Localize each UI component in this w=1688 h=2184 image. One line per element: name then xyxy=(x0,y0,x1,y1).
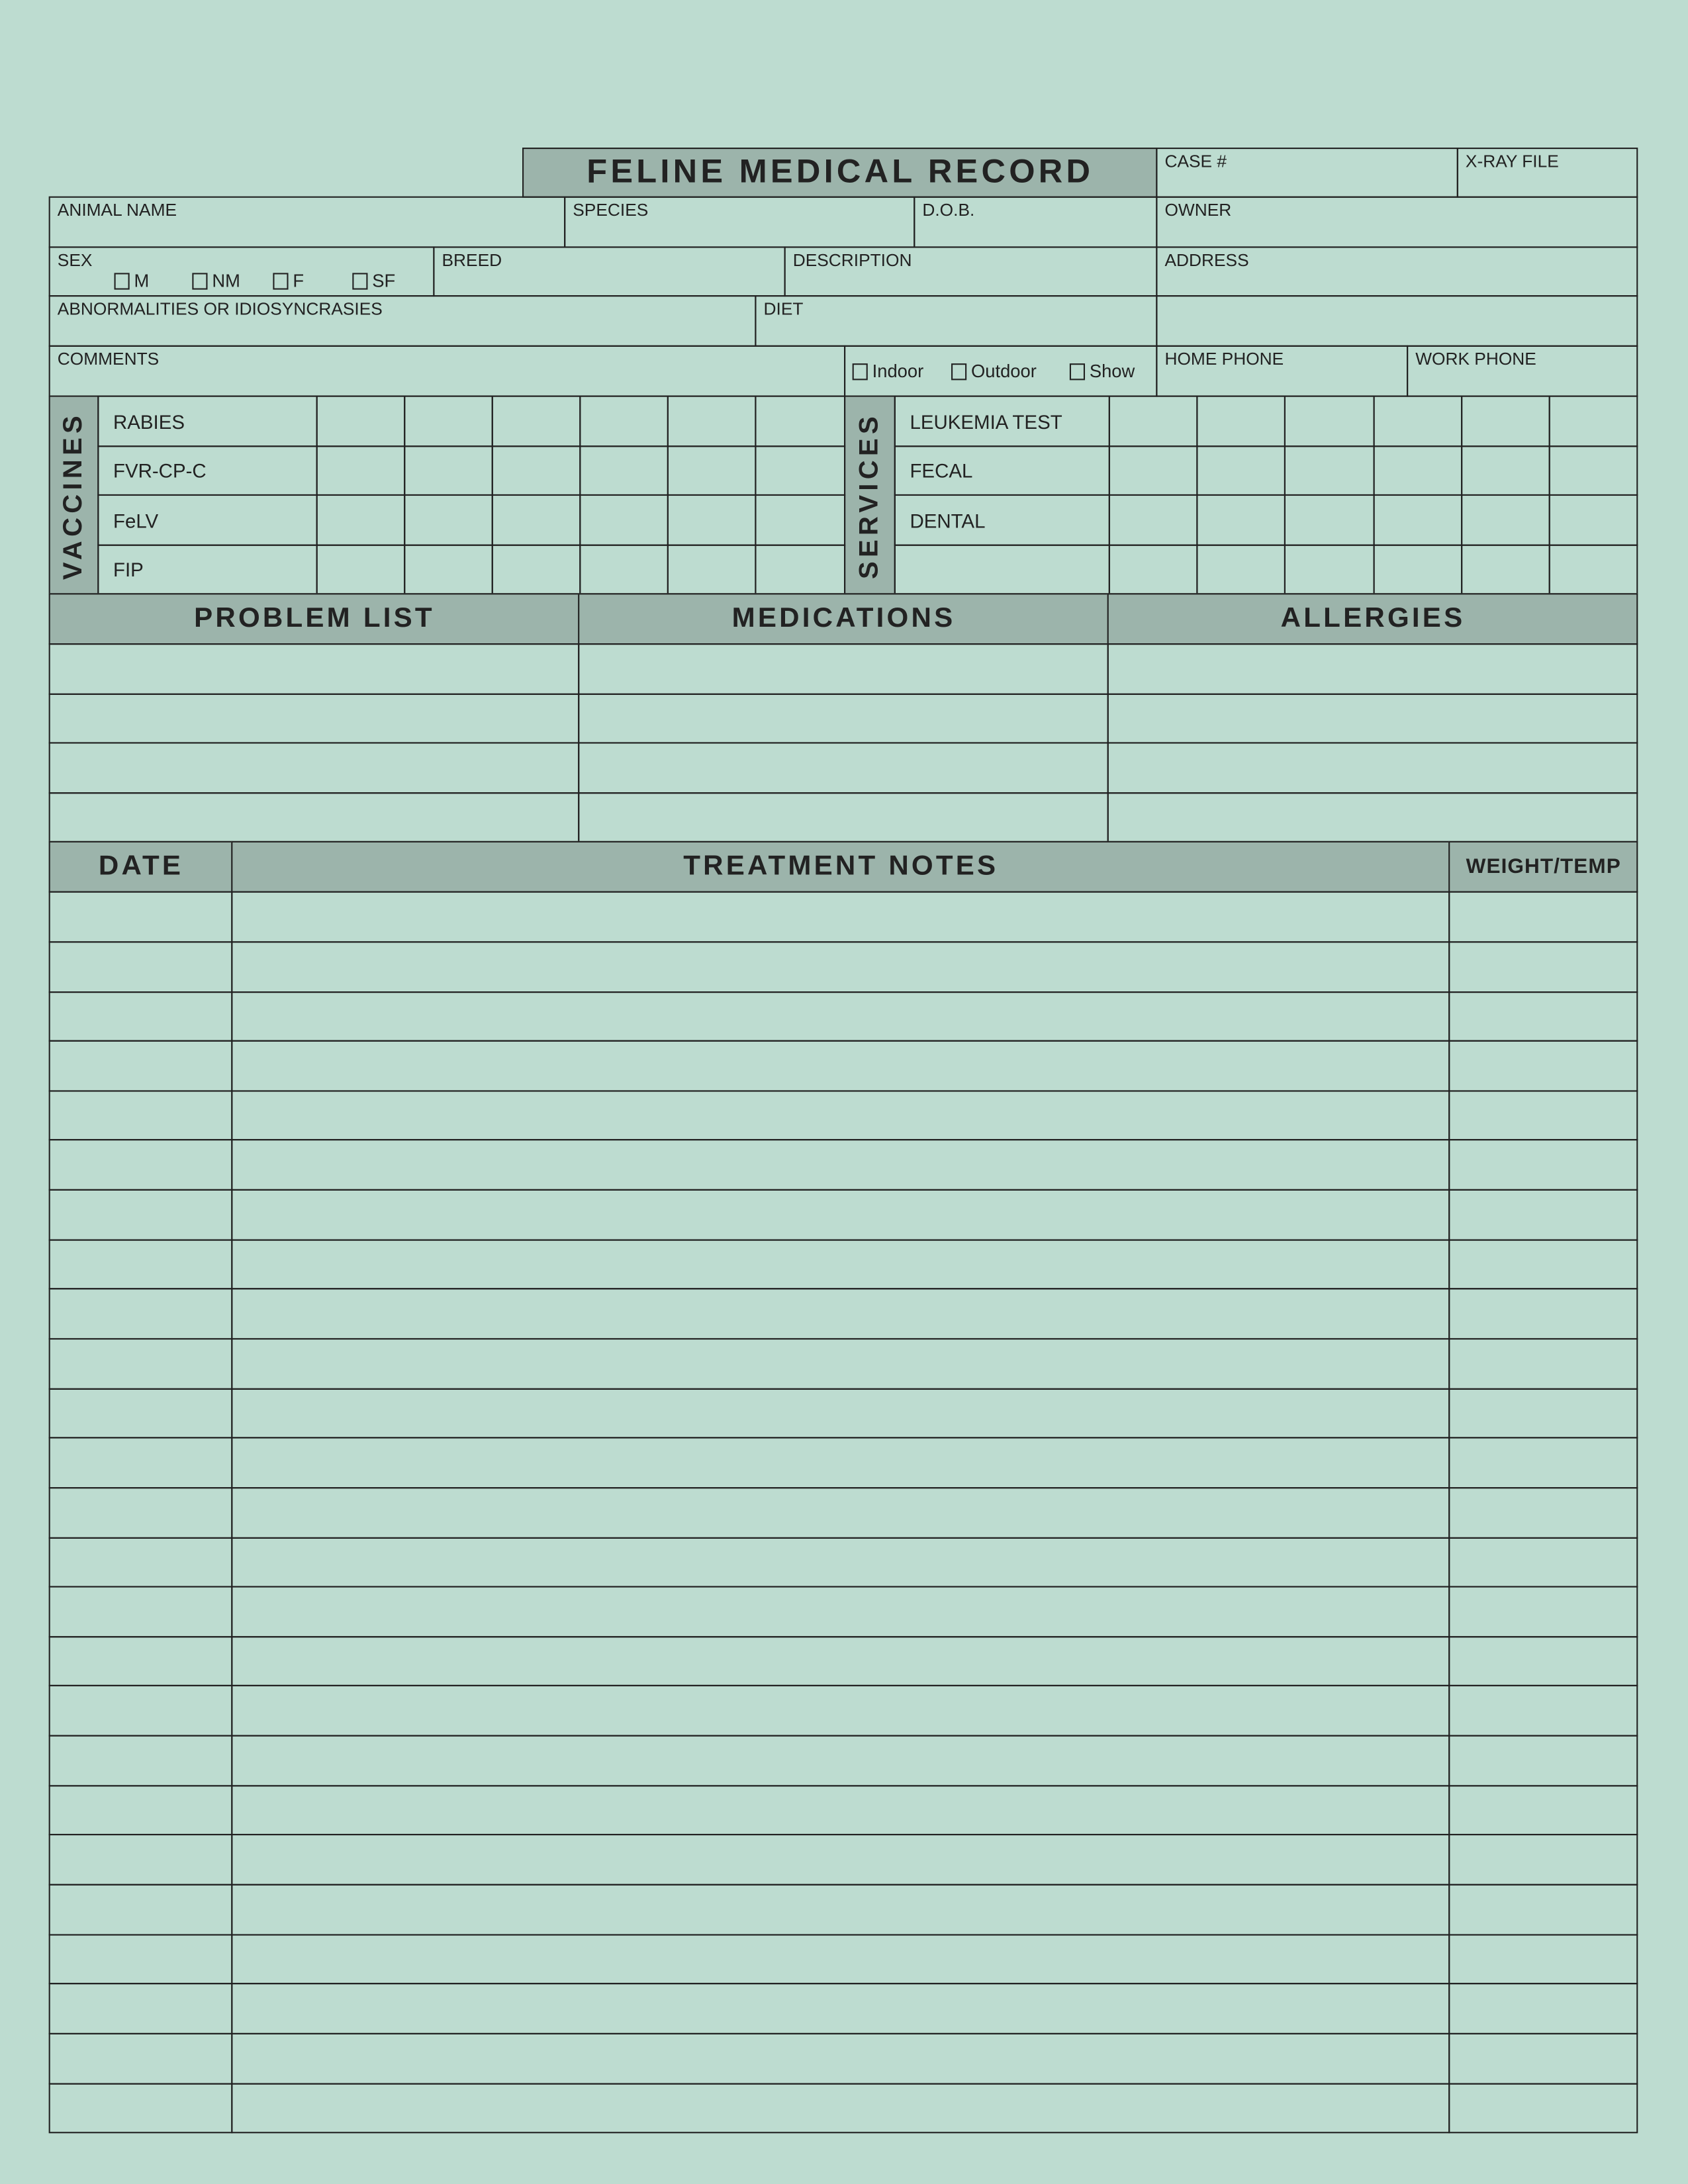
allergies-entry[interactable] xyxy=(1107,743,1638,794)
vaccine-date-cell[interactable] xyxy=(316,445,406,496)
date-entry[interactable] xyxy=(49,1586,233,1637)
medications-header xyxy=(579,594,1109,645)
vaccine-date-cell[interactable] xyxy=(580,396,669,447)
abnormalities-label: ABNORMALITIES OR IDIOSYNCRASIES xyxy=(57,299,383,320)
problem-list-entry[interactable] xyxy=(49,693,580,744)
sex-field xyxy=(49,247,435,297)
date-entry[interactable] xyxy=(49,1189,233,1240)
treatment-notes-entry[interactable] xyxy=(232,1437,1450,1488)
diet-label: DIET xyxy=(763,299,804,320)
treatment-notes-title: TREATMENT NOTES xyxy=(683,851,999,882)
animal-name-label: ANIMAL NAME xyxy=(57,201,177,220)
date-entry[interactable] xyxy=(49,1289,233,1340)
date-entry[interactable] xyxy=(49,1040,233,1091)
date-entry[interactable] xyxy=(49,2033,233,2084)
service-date-cell[interactable] xyxy=(1462,445,1551,496)
checkbox-icon[interactable] xyxy=(115,273,130,289)
weight-temp-entry[interactable] xyxy=(1449,1437,1638,1488)
treatment-notes-entry[interactable] xyxy=(232,1040,1450,1091)
abnormalities-field[interactable] xyxy=(49,296,757,347)
species-field[interactable] xyxy=(565,197,915,248)
vaccine-date-cell[interactable] xyxy=(755,494,846,545)
weight-temp-entry[interactable] xyxy=(1449,1983,1638,2034)
date-entry[interactable] xyxy=(49,1884,233,1935)
vaccine-date-cell[interactable] xyxy=(492,544,581,595)
treatment-notes-entry[interactable] xyxy=(232,1338,1450,1389)
treatment-notes-entry[interactable] xyxy=(232,891,1450,942)
environment-option-outdoor[interactable] xyxy=(952,361,1037,382)
service-date-cell[interactable] xyxy=(1462,494,1551,545)
service-date-cell[interactable] xyxy=(1284,396,1375,447)
treatment-notes-entry[interactable] xyxy=(232,1636,1450,1687)
treatment-notes-entry[interactable] xyxy=(232,1388,1450,1439)
treatment-notes-entry[interactable] xyxy=(232,1289,1450,1340)
breed-field[interactable] xyxy=(434,247,786,297)
service-date-cell[interactable] xyxy=(1197,396,1286,447)
dob-field[interactable] xyxy=(914,197,1158,248)
service-date-cell[interactable] xyxy=(1549,445,1638,496)
treatment-notes-entry[interactable] xyxy=(232,1239,1450,1290)
date-entry[interactable] xyxy=(49,891,233,942)
work-phone-label: WORK PHONE xyxy=(1415,349,1536,370)
vaccine-row-2 xyxy=(98,494,318,545)
service-name: FECAL xyxy=(910,459,973,482)
vaccine-date-cell[interactable] xyxy=(755,396,846,447)
treatment-notes-entry[interactable] xyxy=(232,2083,1450,2134)
diet-field[interactable] xyxy=(755,296,1158,347)
vaccines-section-label xyxy=(49,396,99,595)
case-number-field[interactable] xyxy=(1156,148,1459,199)
date-entry[interactable] xyxy=(49,1239,233,1290)
services-section-label xyxy=(845,396,896,595)
weight-temp-entry[interactable] xyxy=(1449,1189,1638,1240)
checkbox-icon[interactable] xyxy=(193,273,208,289)
owner-label: OWNER xyxy=(1164,201,1232,220)
weight-temp-entry[interactable] xyxy=(1449,991,1638,1042)
service-date-cell[interactable] xyxy=(1284,445,1375,496)
vaccine-date-cell[interactable] xyxy=(404,445,494,496)
service-date-cell[interactable] xyxy=(1109,544,1198,595)
form-title: FELINE MEDICAL RECORD xyxy=(586,153,1094,191)
checkbox-icon[interactable] xyxy=(952,363,967,380)
problem-list-entry[interactable] xyxy=(49,743,580,794)
environment-option-label: Indoor xyxy=(872,361,924,383)
treatment-notes-entry[interactable] xyxy=(232,1586,1450,1637)
checkbox-icon[interactable] xyxy=(273,273,289,289)
species-label: SPECIES xyxy=(573,201,649,220)
treatment-notes-entry[interactable] xyxy=(232,991,1450,1042)
vaccine-date-cell[interactable] xyxy=(492,396,581,447)
home-phone-field[interactable] xyxy=(1156,345,1409,397)
comments-field[interactable] xyxy=(49,345,845,397)
weight-temp-title: WEIGHT/TEMP xyxy=(1466,855,1621,880)
vaccine-date-cell[interactable] xyxy=(667,494,757,545)
weight-temp-entry[interactable] xyxy=(1449,1934,1638,1985)
address-field[interactable] xyxy=(1156,247,1638,297)
services-label: SERVICES xyxy=(855,412,884,579)
environment-option-label: Outdoor xyxy=(971,361,1037,383)
treatment-notes-entry[interactable] xyxy=(232,1189,1450,1240)
weight-temp-entry[interactable] xyxy=(1449,941,1638,992)
service-date-cell[interactable] xyxy=(1284,494,1375,545)
weight-temp-entry[interactable] xyxy=(1449,1289,1638,1340)
sex-option-f[interactable] xyxy=(273,271,304,292)
form-title-bar xyxy=(523,148,1158,199)
weight-temp-entry[interactable] xyxy=(1449,891,1638,942)
vaccine-date-cell[interactable] xyxy=(316,544,406,595)
service-date-cell[interactable] xyxy=(1549,494,1638,545)
weight-temp-entry[interactable] xyxy=(1449,1686,1638,1737)
vaccine-date-cell[interactable] xyxy=(492,445,581,496)
date-entry[interactable] xyxy=(49,1437,233,1488)
vaccine-name: FeLV xyxy=(113,509,159,531)
vaccine-date-cell[interactable] xyxy=(404,396,494,447)
vaccines-label: VACCINES xyxy=(58,411,89,580)
medications-title: MEDICATIONS xyxy=(731,603,956,634)
vaccine-date-cell[interactable] xyxy=(580,494,669,545)
weight-temp-entry[interactable] xyxy=(1449,1785,1638,1836)
date-entry[interactable] xyxy=(49,1537,233,1588)
treatment-notes-entry[interactable] xyxy=(232,1140,1450,1191)
weight-temp-entry[interactable] xyxy=(1449,1586,1638,1637)
checkbox-icon[interactable] xyxy=(1070,363,1085,380)
service-row-3 xyxy=(894,544,1110,595)
sex-option-m[interactable] xyxy=(115,271,149,292)
medications-entry[interactable] xyxy=(579,743,1109,794)
date-entry[interactable] xyxy=(49,1388,233,1439)
address-label: ADDRESS xyxy=(1164,251,1249,271)
service-date-cell[interactable] xyxy=(1462,544,1551,595)
weight-temp-entry[interactable] xyxy=(1449,1537,1638,1588)
address-line-2-field[interactable] xyxy=(1156,296,1638,347)
weight-temp-entry[interactable] xyxy=(1449,1140,1638,1191)
service-name: LEUKEMIA TEST xyxy=(910,410,1062,433)
service-date-cell[interactable] xyxy=(1374,396,1463,447)
problem-list-entry[interactable] xyxy=(49,644,580,695)
xray-file-field[interactable] xyxy=(1457,148,1638,199)
service-name: DENTAL xyxy=(910,509,986,531)
case-number-label: CASE # xyxy=(1164,152,1227,172)
owner-field[interactable] xyxy=(1156,197,1638,248)
weight-temp-header xyxy=(1449,841,1638,893)
animal-name-field[interactable] xyxy=(49,197,566,248)
vaccine-row-3 xyxy=(98,544,318,595)
home-phone-label: HOME PHONE xyxy=(1164,349,1284,370)
problem-list-entry[interactable] xyxy=(49,792,580,843)
medications-entry[interactable] xyxy=(579,693,1109,744)
vaccine-date-cell[interactable] xyxy=(316,494,406,545)
date-entry[interactable] xyxy=(49,1983,233,2034)
date-entry[interactable] xyxy=(49,1487,233,1538)
weight-temp-entry[interactable] xyxy=(1449,1735,1638,1786)
vaccine-date-cell[interactable] xyxy=(755,445,846,496)
service-date-cell[interactable] xyxy=(1197,445,1286,496)
service-date-cell[interactable] xyxy=(1549,396,1638,447)
description-field[interactable] xyxy=(784,247,1158,297)
treatment-notes-entry[interactable] xyxy=(232,1983,1450,2034)
date-entry[interactable] xyxy=(49,1735,233,1786)
service-row-0 xyxy=(894,396,1110,447)
sex-option-label: NM xyxy=(212,270,240,292)
problem-list-header xyxy=(49,594,580,645)
vaccine-date-cell[interactable] xyxy=(667,445,757,496)
date-entry[interactable] xyxy=(49,991,233,1042)
service-date-cell[interactable] xyxy=(1549,544,1638,595)
treatment-notes-entry[interactable] xyxy=(232,1934,1450,1985)
treatment-notes-entry[interactable] xyxy=(232,1090,1450,1141)
service-date-cell[interactable] xyxy=(1109,445,1198,496)
sex-option-sf[interactable] xyxy=(353,271,395,292)
allergies-entry[interactable] xyxy=(1107,644,1638,695)
vaccine-name: FIP xyxy=(113,558,144,581)
allergies-entry[interactable] xyxy=(1107,792,1638,843)
environment-option-label: Show xyxy=(1089,361,1135,383)
comments-label: COMMENTS xyxy=(57,349,160,370)
environment-option-indoor[interactable] xyxy=(853,361,923,382)
vaccine-date-cell[interactable] xyxy=(667,544,757,595)
treatment-notes-entry[interactable] xyxy=(232,941,1450,992)
vaccine-date-cell[interactable] xyxy=(755,544,846,595)
breed-label: BREED xyxy=(442,251,502,271)
sex-option-label: F xyxy=(293,270,305,292)
sex-option-label: M xyxy=(134,270,150,292)
date-entry[interactable] xyxy=(49,2083,233,2134)
service-row-2 xyxy=(894,494,1110,545)
treatment-notes-entry[interactable] xyxy=(232,1537,1450,1588)
service-date-cell[interactable] xyxy=(1109,396,1198,447)
vaccine-date-cell[interactable] xyxy=(580,445,669,496)
date-entry[interactable] xyxy=(49,1934,233,1985)
checkbox-icon[interactable] xyxy=(353,273,368,289)
medications-entry[interactable] xyxy=(579,644,1109,695)
vaccine-name: RABIES xyxy=(113,410,185,433)
treatment-notes-entry[interactable] xyxy=(232,1785,1450,1836)
date-entry[interactable] xyxy=(49,1785,233,1836)
treatment-notes-entry[interactable] xyxy=(232,1735,1450,1786)
service-date-cell[interactable] xyxy=(1374,544,1463,595)
date-entry[interactable] xyxy=(49,1835,233,1886)
treatment-notes-entry[interactable] xyxy=(232,1884,1450,1935)
dob-label: D.O.B. xyxy=(922,201,975,220)
weight-temp-entry[interactable] xyxy=(1449,1636,1638,1687)
xray-file-label: X-RAY FILE xyxy=(1465,152,1559,172)
sex-option-nm[interactable] xyxy=(193,271,240,292)
weight-temp-entry[interactable] xyxy=(1449,1090,1638,1141)
allergies-entry[interactable] xyxy=(1107,693,1638,744)
vaccine-date-cell[interactable] xyxy=(667,396,757,447)
weight-temp-entry[interactable] xyxy=(1449,2083,1638,2134)
environment-option-show[interactable] xyxy=(1070,361,1135,382)
vaccine-row-0 xyxy=(98,396,318,447)
allergies-title: ALLERGIES xyxy=(1280,603,1466,634)
treatment-notes-entry[interactable] xyxy=(232,1487,1450,1538)
weight-temp-entry[interactable] xyxy=(1449,1835,1638,1886)
service-date-cell[interactable] xyxy=(1462,396,1551,447)
date-entry[interactable] xyxy=(49,1338,233,1389)
treatment-notes-header xyxy=(232,841,1450,893)
sex-label: SEX xyxy=(57,251,93,271)
service-date-cell[interactable] xyxy=(1374,494,1463,545)
date-header xyxy=(49,841,233,893)
weight-temp-entry[interactable] xyxy=(1449,1338,1638,1389)
medications-entry[interactable] xyxy=(579,792,1109,843)
date-entry[interactable] xyxy=(49,1140,233,1191)
description-label: DESCRIPTION xyxy=(792,251,912,271)
date-entry[interactable] xyxy=(49,1636,233,1687)
weight-temp-entry[interactable] xyxy=(1449,1388,1638,1439)
weight-temp-entry[interactable] xyxy=(1449,1487,1638,1538)
allergies-header xyxy=(1107,594,1638,645)
service-row-1 xyxy=(894,445,1110,496)
service-date-cell[interactable] xyxy=(1109,494,1198,545)
work-phone-field[interactable] xyxy=(1407,345,1638,397)
vaccine-date-cell[interactable] xyxy=(404,544,494,595)
vaccine-row-1 xyxy=(98,445,318,496)
vaccine-name: FVR-CP-C xyxy=(113,459,207,482)
vaccine-date-cell[interactable] xyxy=(404,494,494,545)
weight-temp-entry[interactable] xyxy=(1449,2033,1638,2084)
environment-field xyxy=(845,345,1158,397)
weight-temp-entry[interactable] xyxy=(1449,1040,1638,1091)
weight-temp-entry[interactable] xyxy=(1449,1239,1638,1290)
service-date-cell[interactable] xyxy=(1374,445,1463,496)
date-entry[interactable] xyxy=(49,1090,233,1141)
sex-option-label: SF xyxy=(372,270,396,292)
service-date-cell[interactable] xyxy=(1197,544,1286,595)
problem-list-title: PROBLEM LIST xyxy=(194,603,435,634)
service-date-cell[interactable] xyxy=(1284,544,1375,595)
checkbox-icon[interactable] xyxy=(853,363,868,380)
vaccine-date-cell[interactable] xyxy=(580,544,669,595)
date-entry[interactable] xyxy=(49,1686,233,1737)
weight-temp-entry[interactable] xyxy=(1449,1884,1638,1935)
date-title: DATE xyxy=(98,851,184,882)
treatment-notes-entry[interactable] xyxy=(232,1835,1450,1886)
date-entry[interactable] xyxy=(49,941,233,992)
treatment-notes-entry[interactable] xyxy=(232,2033,1450,2084)
vaccine-date-cell[interactable] xyxy=(316,396,406,447)
treatment-notes-entry[interactable] xyxy=(232,1686,1450,1737)
service-date-cell[interactable] xyxy=(1197,494,1286,545)
vaccine-date-cell[interactable] xyxy=(492,494,581,545)
